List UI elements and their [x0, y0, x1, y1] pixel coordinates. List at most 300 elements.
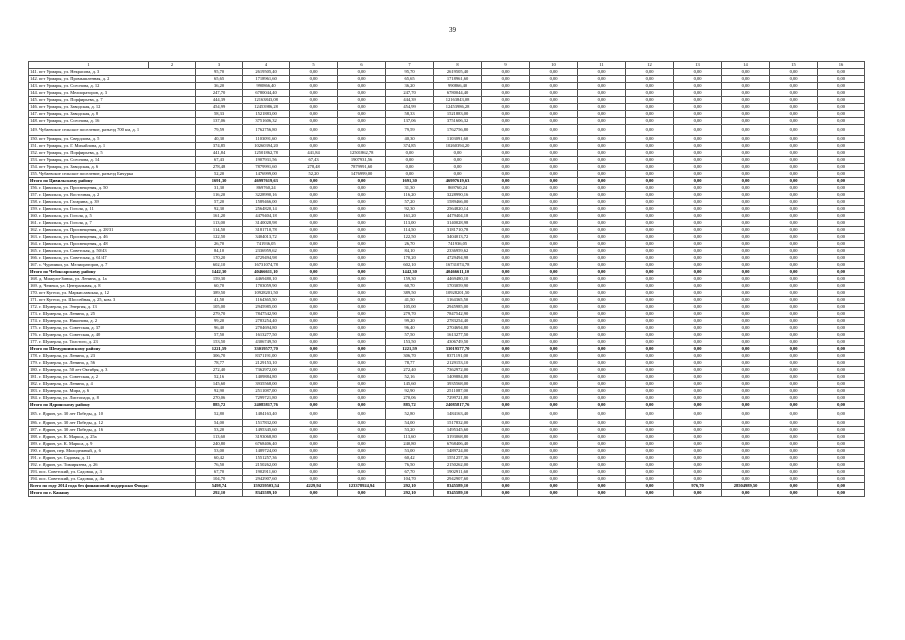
value-cell: 0,00 [674, 241, 722, 248]
value-cell: 0,00 [722, 360, 770, 367]
value-cell: 0,00 [626, 434, 674, 441]
value-cell: 0,00 [818, 346, 865, 353]
value-cell: 2945985,00 [434, 304, 482, 311]
value-cell: 0,00 [338, 213, 386, 220]
value-cell: 0,00 [722, 118, 770, 125]
value-cell: 0,00 [818, 367, 865, 374]
value-cell: 0,00 [674, 220, 722, 227]
value-cell: 3751606,32 [243, 118, 290, 125]
value-cell: 0,00 [338, 374, 386, 381]
value-cell: 114,50 [196, 227, 243, 234]
value-cell: 741936,05 [243, 241, 290, 248]
value-cell: 0,00 [722, 171, 770, 178]
value-cell: 153,50 [196, 339, 243, 346]
address-cell: 142. пгт Урмары, ул. Промышленная, д. 2 [29, 76, 196, 83]
value-cell: 0,00 [290, 311, 338, 318]
value-cell: 41,50 [196, 297, 243, 304]
value-cell: 3140028,98 [434, 220, 482, 227]
value-cell: 0,00 [626, 374, 674, 381]
value-cell: 0,00 [818, 304, 865, 311]
address-cell: 190. г. Ядрин, пер. Молодежный, д. 6 [29, 448, 196, 455]
value-cell: 0,00 [818, 462, 865, 469]
value-cell: 4469480,10 [243, 276, 290, 283]
value-cell: 2942907,60 [434, 476, 482, 483]
value-cell: 0,00 [482, 409, 530, 420]
value-cell: 0,00 [578, 248, 626, 255]
value-cell: 0,00 [386, 157, 434, 164]
value-cell: 0,00 [530, 360, 578, 367]
value-cell: 60,42 [196, 455, 243, 462]
value-cell: 0,00 [386, 150, 434, 157]
column-number: 8 [434, 62, 482, 69]
value-cell: 145,60 [196, 381, 243, 388]
value-cell: 0,00 [674, 353, 722, 360]
value-cell: 0,00 [674, 104, 722, 111]
value-cell: 441,84 [290, 150, 338, 157]
value-cell: 0,00 [770, 434, 818, 441]
value-cell: 0,00 [338, 136, 386, 143]
value-cell: 0,00 [722, 304, 770, 311]
value-cell: 0,00 [290, 213, 338, 220]
value-cell: 159,30 [196, 276, 243, 283]
value-cell: 0,00 [530, 262, 578, 269]
value-cell: 0,00 [722, 381, 770, 388]
value-cell: 1902911,60 [434, 469, 482, 476]
value-cell: 0,00 [578, 367, 626, 374]
value-cell: 4306749,50 [243, 339, 290, 346]
value-cell: 0,00 [482, 395, 530, 402]
value-cell: 0,00 [770, 213, 818, 220]
value-cell: 306,70 [196, 353, 243, 360]
value-cell: 0,00 [722, 402, 770, 409]
value-cell: 0,00 [626, 255, 674, 262]
value-cell: 0,00 [338, 192, 386, 199]
value-cell: 0,00 [338, 353, 386, 360]
value-cell: 0,00 [578, 171, 626, 178]
value-cell: 3193068,80 [434, 434, 482, 441]
value-cell: 0,00 [530, 441, 578, 448]
value-cell: 0,00 [626, 136, 674, 143]
value-cell: 0,00 [482, 311, 530, 318]
value-cell: 0,00 [722, 490, 770, 497]
value-cell: 65,65 [386, 76, 434, 83]
value-cell: 0,00 [530, 367, 578, 374]
value-cell: 0,00 [578, 97, 626, 104]
value-cell: 0,00 [338, 297, 386, 304]
value-cell: 122,50 [386, 234, 434, 241]
value-cell: 0,00 [722, 199, 770, 206]
value-cell: 0,00 [770, 441, 818, 448]
address-cell: 145. пгт Урмары, ул. Порфирьева, д. 7 [29, 97, 196, 104]
value-cell: 0,00 [818, 69, 865, 76]
value-cell: 0,00 [674, 111, 722, 118]
value-cell: 113,00 [386, 220, 434, 227]
value-cell: 0,00 [530, 150, 578, 157]
value-cell: 0,00 [578, 118, 626, 125]
address-cell: 172. г. Шумерля, ул. Энергия, д. 13 [29, 304, 196, 311]
value-cell: 2129153,10 [434, 360, 482, 367]
value-cell: 0,00 [722, 434, 770, 441]
value-cell: 0,00 [818, 192, 865, 199]
value-cell: 0,00 [770, 220, 818, 227]
value-cell: 78,77 [196, 360, 243, 367]
value-cell: 1613277,50 [434, 332, 482, 339]
value-cell: 0,00 [674, 434, 722, 441]
value-cell: 0,00 [482, 83, 530, 90]
value-cell: 0,00 [290, 462, 338, 469]
value-cell: 0,00 [290, 199, 338, 206]
value-cell: 79,59 [386, 125, 434, 136]
value-cell: 0,00 [530, 83, 578, 90]
value-cell: 0,00 [482, 388, 530, 395]
value-cell: 8345589,10 [434, 490, 482, 497]
value-cell: 0,00 [530, 402, 578, 409]
value-cell: 2129153,10 [243, 360, 290, 367]
table-row [29, 462, 865, 469]
value-cell: 4729494,98 [434, 255, 482, 262]
value-cell: 0,00 [290, 297, 338, 304]
value-cell: 0,00 [722, 83, 770, 90]
value-cell: 0,00 [770, 83, 818, 90]
table-body [29, 62, 865, 497]
value-cell: 270,06 [196, 395, 243, 402]
value-cell: 0,00 [818, 199, 865, 206]
value-cell: 0,00 [722, 262, 770, 269]
value-cell: 0,00 [530, 304, 578, 311]
value-cell: 57,50 [386, 332, 434, 339]
value-cell: 67,43 [196, 157, 243, 164]
address-cell: 183. г. Шумерля, ул. Мира, д. 6 [29, 388, 196, 395]
value-cell: 26,70 [196, 241, 243, 248]
value-cell: 454,99 [196, 104, 243, 111]
value-cell: 0,00 [530, 276, 578, 283]
value-cell: 0,00 [530, 136, 578, 143]
value-cell: 0,00 [578, 262, 626, 269]
value-cell: 161,20 [386, 213, 434, 220]
value-cell: 0,00 [818, 360, 865, 367]
value-cell: 0,00 [626, 83, 674, 90]
address-cell: 192. г. Ядрин, ул. Тимирязева, д. 26 [29, 462, 196, 469]
value-cell: 3404013,72 [243, 234, 290, 241]
value-cell: 0,00 [770, 97, 818, 104]
value-cell: 2564820,14 [243, 206, 290, 213]
value-cell: 0,00 [482, 462, 530, 469]
value-cell: 5498,74 [196, 483, 243, 490]
table-row [29, 353, 865, 360]
value-cell: 602,10 [386, 262, 434, 269]
value-cell: 0,00 [578, 185, 626, 192]
value-cell: 0,00 [482, 367, 530, 374]
value-cell: 0,00 [578, 164, 626, 171]
value-cell: 0,00 [290, 69, 338, 76]
value-cell: 0,00 [530, 353, 578, 360]
value-cell: 0,00 [530, 164, 578, 171]
column-number: 2 [149, 62, 196, 69]
value-cell: 0,00 [482, 283, 530, 290]
value-cell: 12453986,28 [434, 104, 482, 111]
address-cell: 159. г. Цивильск, ул. Гоголя, д. 11 [29, 206, 196, 213]
value-cell: 0,00 [530, 157, 578, 164]
value-cell: 0,00 [290, 276, 338, 283]
value-cell: 0,00 [818, 269, 865, 276]
value-cell: 0,00 [578, 290, 626, 297]
value-cell: 0,00 [482, 441, 530, 448]
value-cell: 279,70 [196, 311, 243, 318]
value-cell: 7879991,60 [338, 164, 386, 171]
value-cell: 0,00 [290, 469, 338, 476]
value-cell: 40466611,10 [434, 269, 482, 276]
value-cell: 0,00 [482, 434, 530, 441]
value-cell: 0,00 [818, 381, 865, 388]
value-cell: 0,00 [818, 441, 865, 448]
value-cell: 0,00 [530, 234, 578, 241]
value-cell: 3140028,98 [243, 220, 290, 227]
value-cell: 0,00 [818, 427, 865, 434]
address-cell: 177. г. Шумерля, ул. Толстого, д. 23 [29, 339, 196, 346]
value-cell: 0,00 [674, 136, 722, 143]
value-cell: 8345589,10 [243, 490, 290, 497]
value-cell: 0,00 [482, 262, 530, 269]
value-cell: 0,00 [626, 157, 674, 164]
value-cell: 0,00 [674, 462, 722, 469]
address-cell: 171. пгт Кугеси, ул. Шоссейная, д. 25, ком. 3 [29, 297, 196, 304]
value-cell: 1703059,90 [434, 283, 482, 290]
value-cell: 1476999,00 [338, 171, 386, 178]
value-cell: 1103091,60 [434, 136, 482, 143]
value-cell: 1484163,40 [243, 409, 290, 420]
value-cell: 1495345,60 [243, 427, 290, 434]
value-cell: 0,00 [770, 311, 818, 318]
value-cell: 16731074,78 [434, 262, 482, 269]
table-row [29, 304, 865, 311]
value-cell: 0,00 [482, 476, 530, 483]
value-cell: 0,00 [674, 192, 722, 199]
value-cell: 240,80 [386, 441, 434, 448]
value-cell: 0,00 [578, 476, 626, 483]
value-cell: 0,00 [530, 476, 578, 483]
value-cell: 0,00 [626, 346, 674, 353]
address-cell: 152. пгт Урмары, ул. Порфирьева, д. 5 [29, 150, 196, 157]
table-row [29, 234, 865, 241]
housing-register-table [28, 61, 865, 497]
value-cell: 60,70 [196, 283, 243, 290]
value-cell: 0,00 [290, 97, 338, 104]
value-cell: 0,00 [290, 409, 338, 420]
column-number: 9 [482, 62, 530, 69]
value-cell: 247,70 [386, 90, 434, 97]
value-cell: 0,00 [626, 332, 674, 339]
value-cell: 0,00 [818, 469, 865, 476]
table-row [29, 262, 865, 269]
value-cell: 0,00 [290, 332, 338, 339]
value-cell: 0,00 [818, 455, 865, 462]
value-cell: 1484163,40 [434, 409, 482, 420]
value-cell: 0,00 [818, 388, 865, 395]
column-number: 7 [386, 62, 434, 69]
value-cell: 279,70 [386, 311, 434, 318]
value-cell: 278,48 [196, 164, 243, 171]
value-cell: 3193068,80 [243, 434, 290, 441]
value-cell: 2619505,40 [243, 69, 290, 76]
value-cell: 0,00 [722, 283, 770, 290]
value-cell: 0,00 [818, 150, 865, 157]
value-cell: 0,00 [290, 220, 338, 227]
value-cell: 0,00 [290, 90, 338, 97]
value-cell: 0,00 [626, 353, 674, 360]
value-cell: 0,00 [578, 178, 626, 185]
value-cell: 12501862,78 [338, 150, 386, 157]
value-cell: 0,00 [674, 206, 722, 213]
value-cell: 0,00 [818, 220, 865, 227]
value-cell: 0,00 [818, 490, 865, 497]
value-cell: 0,00 [674, 346, 722, 353]
column-number: 1 [29, 62, 149, 69]
value-cell: 0,00 [578, 388, 626, 395]
value-cell: 0,00 [530, 111, 578, 118]
value-cell: 10928201,50 [243, 290, 290, 297]
value-cell: 0,00 [722, 420, 770, 427]
value-cell: 137,06 [196, 118, 243, 125]
value-cell: 0,00 [290, 255, 338, 262]
value-cell: 272,40 [386, 367, 434, 374]
value-cell: 0,00 [626, 469, 674, 476]
value-cell: 0,00 [338, 388, 386, 395]
value-cell: 1521883,00 [434, 111, 482, 118]
value-cell: 292,10 [196, 490, 243, 497]
value-cell: 1762756,80 [434, 125, 482, 136]
value-cell: 0,00 [482, 178, 530, 185]
value-cell: 0,00 [290, 490, 338, 497]
value-cell: 0,00 [818, 185, 865, 192]
value-cell: 0,00 [722, 318, 770, 325]
subtotal-row [29, 402, 865, 409]
address-cell: 161. г. Цивильск, ул. Гоголя, д. 7 [29, 220, 196, 227]
value-cell: 40,30 [386, 136, 434, 143]
value-cell: 2945985,00 [243, 304, 290, 311]
value-cell: 1221,59 [196, 346, 243, 353]
table-row [29, 171, 865, 178]
value-cell: 28504989,50 [722, 483, 770, 490]
value-cell: 0,00 [290, 448, 338, 455]
value-cell: 54,00 [196, 420, 243, 427]
value-cell: 79,59 [196, 125, 243, 136]
table-row [29, 381, 865, 388]
address-cell: 150. пгт Урмары, ул. Свердлова, д. 5 [29, 136, 196, 143]
value-cell: 0,00 [530, 381, 578, 388]
value-cell: 0,00 [626, 185, 674, 192]
value-cell: 0,00 [578, 213, 626, 220]
value-cell: 0,00 [722, 97, 770, 104]
value-cell: 0,00 [482, 104, 530, 111]
value-cell: 247,70 [196, 90, 243, 97]
value-cell: 0,00 [674, 283, 722, 290]
value-cell: 0,00 [722, 427, 770, 434]
value-cell: 0,00 [482, 185, 530, 192]
value-cell: 84,10 [386, 248, 434, 255]
value-cell: 0,00 [770, 227, 818, 234]
value-cell: 0,00 [770, 157, 818, 164]
value-cell: 0,00 [338, 199, 386, 206]
value-cell: 0,00 [290, 304, 338, 311]
value-cell: 65,65 [196, 76, 243, 83]
address-cell: 167. с. Чурачики, ул. Мелиораторов, д. 7 [29, 262, 196, 269]
value-cell: 0,00 [818, 353, 865, 360]
address-cell: 180. г. Шумерля, ул. 50 лет Октября, д. 3 [29, 367, 196, 374]
address-cell: 188. г. Ядрин, ул. К. Маркса, д. 25а [29, 434, 196, 441]
table-row [29, 69, 865, 76]
value-cell: 0,00 [818, 420, 865, 427]
value-cell: 0,00 [722, 150, 770, 157]
value-cell: 58,33 [386, 111, 434, 118]
value-cell: 0,00 [338, 395, 386, 402]
value-cell: 0,00 [674, 276, 722, 283]
value-cell: 2336959,62 [243, 248, 290, 255]
value-cell: 0,00 [674, 469, 722, 476]
table-row [29, 227, 865, 234]
value-cell: 0,00 [770, 199, 818, 206]
value-cell: 0,00 [530, 427, 578, 434]
address-cell: 162. г. Цивильск, ул. Просвещения, д. 28/31 [29, 227, 196, 234]
value-cell: 0,00 [338, 469, 386, 476]
value-cell: 0,00 [722, 227, 770, 234]
value-cell: 99,20 [386, 318, 434, 325]
address-cell: 178. г. Шумерля, ул. Ленина, д. 23 [29, 353, 196, 360]
value-cell: 7847542,90 [434, 311, 482, 318]
value-cell: 0,00 [578, 206, 626, 213]
value-cell: 0,00 [674, 448, 722, 455]
value-cell: 0,00 [578, 395, 626, 402]
value-cell: 0,00 [290, 318, 338, 325]
value-cell: 95,70 [386, 69, 434, 76]
value-cell: 0,00 [338, 290, 386, 297]
value-cell: 0,00 [626, 304, 674, 311]
value-cell: 1409884,80 [434, 374, 482, 381]
value-cell: 0,00 [578, 227, 626, 234]
value-cell: 0,00 [722, 185, 770, 192]
value-cell: 0,00 [674, 332, 722, 339]
value-cell: 0,00 [770, 104, 818, 111]
value-cell: 54,00 [386, 420, 434, 427]
value-cell: 0,00 [578, 90, 626, 97]
value-cell: 0,00 [626, 441, 674, 448]
table-row [29, 143, 865, 150]
value-cell: 0,00 [818, 374, 865, 381]
value-cell: 76,50 [196, 462, 243, 469]
value-cell: 53,00 [386, 448, 434, 455]
value-cell: 0,00 [722, 297, 770, 304]
value-cell: 0,00 [578, 150, 626, 157]
value-cell: 0,00 [530, 248, 578, 255]
value-cell: 6780044,40 [434, 90, 482, 97]
value-cell: 0,00 [578, 104, 626, 111]
value-cell: 0,00 [578, 420, 626, 427]
value-cell: 441,84 [196, 150, 243, 157]
subtotal-row [29, 178, 865, 185]
value-cell: 0,00 [722, 290, 770, 297]
value-cell: 1442,30 [386, 269, 434, 276]
value-cell: 0,00 [626, 325, 674, 332]
value-cell: 0,00 [770, 304, 818, 311]
value-cell: 0,00 [626, 339, 674, 346]
value-cell: 0,00 [578, 374, 626, 381]
value-cell: 0,00 [338, 304, 386, 311]
value-cell: 52,16 [386, 374, 434, 381]
value-cell: 0,00 [290, 192, 338, 199]
value-cell: 26,70 [386, 241, 434, 248]
value-cell: 0,00 [578, 276, 626, 283]
value-cell: 0,00 [770, 76, 818, 83]
value-cell: 0,00 [722, 339, 770, 346]
